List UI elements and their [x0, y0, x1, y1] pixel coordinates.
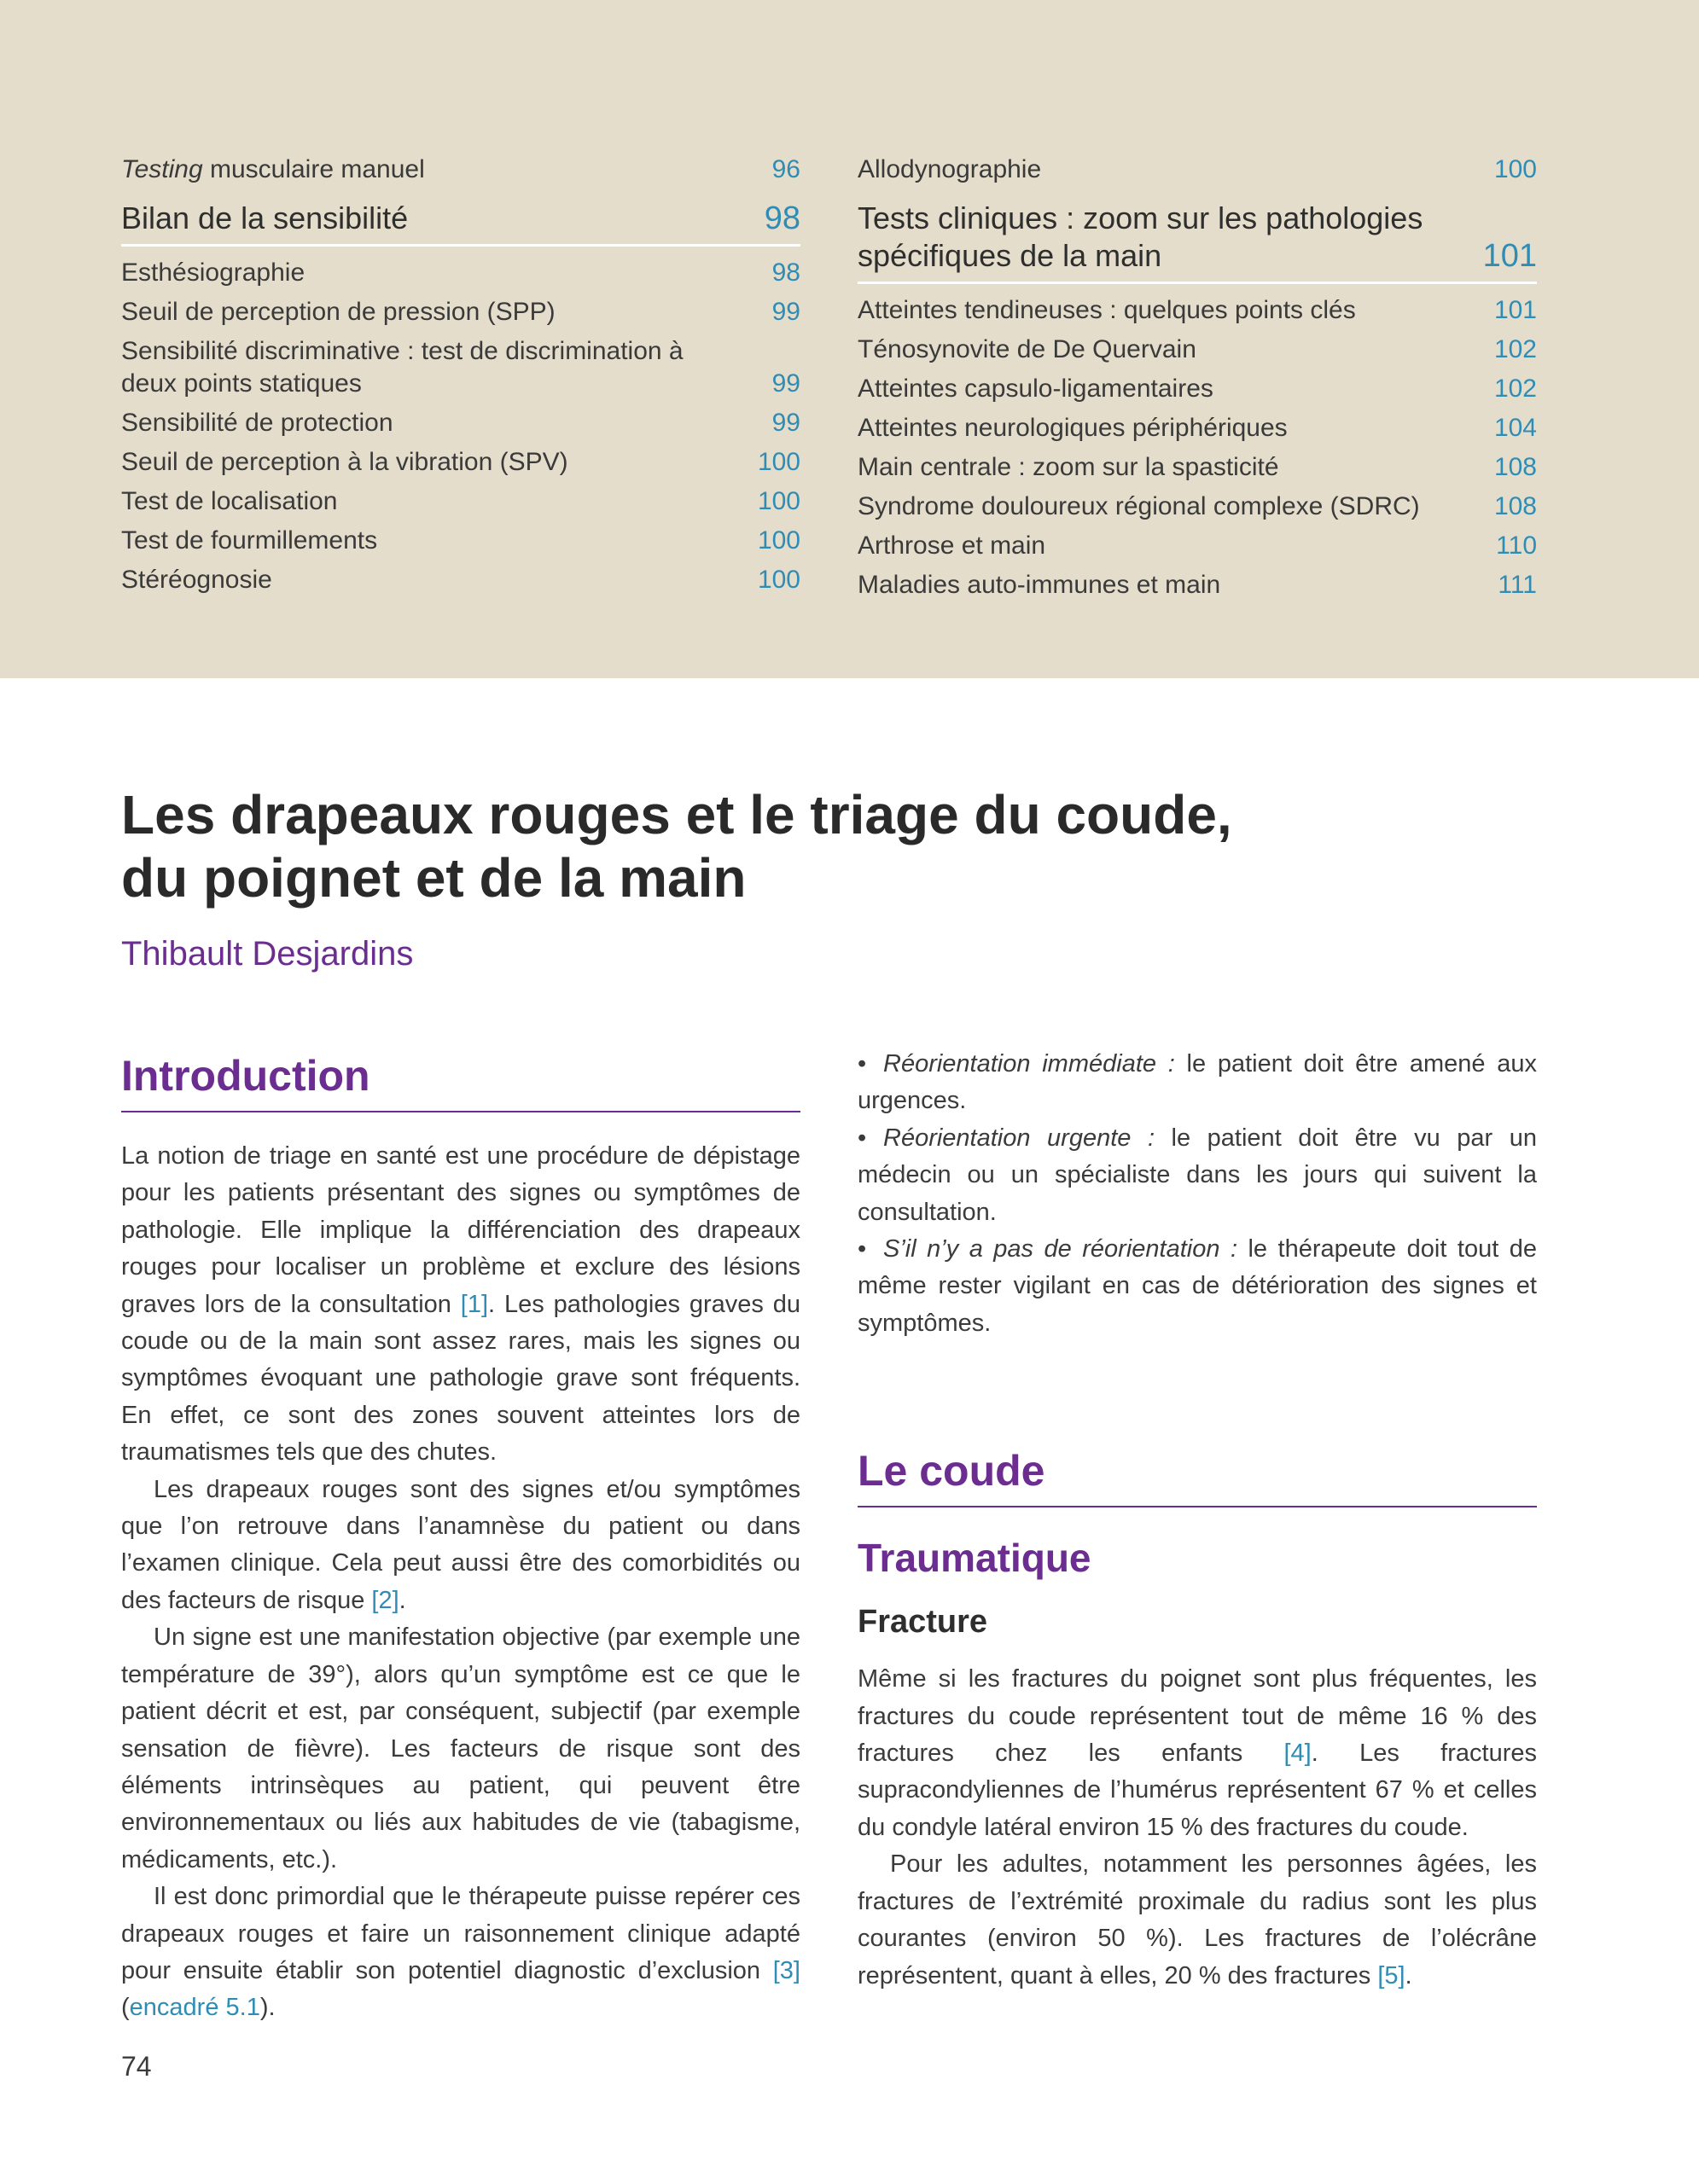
- toc-page: 110: [1496, 531, 1537, 560]
- toc-title: Atteintes neurologiques périphériques: [858, 414, 1288, 442]
- toc-row: [858, 530, 1537, 562]
- toc-row: [858, 334, 1537, 366]
- paragraph: Les drapeaux rouges sont des signes et/ou symptômes que l’on retrouve dans l’anamnèse du patient ou dans l’examen clinique. Cela peut aussi être des comorbidités ou des facteurs de risque [2].: [121, 1475, 800, 1614]
- toc-row: [121, 335, 800, 400]
- paragraph: Un signe est une manifestation objective (par exemple une température de 39°), alors qu’un symptôme est ce que le patient décrit et est, par conséquent, subjectif (par exemple sensation de fièvre). Les facteurs de risque sont des éléments intrinsèques au patient, qui peuvent être environnementaux ou liés aux habitudes de vie (tabagisme, médicaments, etc.).: [121, 1623, 800, 1873]
- toc-page: 104: [1493, 414, 1537, 442]
- toc-title-em: Testing: [121, 155, 203, 183]
- toc-row: [858, 373, 1537, 405]
- toc-row: [858, 451, 1537, 484]
- toc-page: 102: [1493, 375, 1537, 403]
- toc-title: Atteintes tendineuses : quelques points clés: [858, 296, 1356, 324]
- toc-title: Stéréognosie: [121, 566, 272, 594]
- toc-row: [858, 412, 1537, 444]
- toc-left-column: [121, 154, 800, 603]
- chapter-title: [121, 783, 1316, 909]
- toc-page: 98: [764, 200, 800, 236]
- toc-page: 101: [1482, 238, 1537, 274]
- toc-page: 100: [757, 526, 800, 555]
- paragraph: La notion de triage en santé est une procédure de dépistage pour les patients présentant des signes ou symptômes de pathologie. Elle implique la différenciation des drapeaux rouges pour localiser un problème et exclure des lésions graves lors de la consultation [1]. Les pathologies graves du coude ou de la main sont assez rares, mais les signes ou symptômes évoquant une pathologie grave sont fréquents. En effet, ce sont des zones souvent atteintes lors de traumatismes tels que des chutes.: [121, 1142, 801, 1467]
- toc-section-heading: [858, 200, 1537, 284]
- page-number: 74: [121, 2051, 152, 2082]
- citation-link[interactable]: [2]: [371, 1586, 399, 1614]
- toc-title: Ténosynovite de De Quervain: [858, 335, 1196, 363]
- toc-row: [121, 257, 800, 289]
- toc-title: Seuil de perception de pression (SPP): [121, 298, 556, 326]
- section-heading-le-coude: Le coude: [858, 1444, 1537, 1507]
- toc-page: 100: [757, 566, 800, 594]
- toc-title: Sensibilité de protection: [121, 409, 393, 437]
- paragraph: Même si les fractures du poignet sont plus fréquentes, les fractures du coude représentent tout de même 16 % des fractures chez les enfants [4]. Les fractures supracondyliennes de l’humérus représentent 67 % et celles du condyle latéral environ 15 % des fractures du coude.: [858, 1665, 1537, 1841]
- toc-section-heading: [121, 200, 800, 247]
- toc-title: musculaire manuel: [202, 155, 425, 183]
- toc-page: 101: [1493, 296, 1537, 324]
- citation-link[interactable]: [5]: [1377, 1961, 1405, 1989]
- bullet-item: • Réorientation immédiate : le patient doit être amené aux urgences.: [858, 1046, 1537, 1120]
- toc-title: Main centrale : zoom sur la spasticité: [858, 453, 1279, 481]
- toc-row: [121, 525, 800, 557]
- toc-row: [121, 407, 800, 439]
- bullet-item: • Réorientation urgente : le patient doit être vu par un médecin ou un spécialiste dans les jours qui suivent la consultation.: [858, 1120, 1537, 1231]
- toc-page: 99: [771, 409, 800, 437]
- toc-row: [858, 491, 1537, 523]
- toc-title: Seuil de perception à la vibration (SPV): [121, 448, 568, 476]
- toc-title: Test de fourmillements: [121, 526, 378, 555]
- toc-title: Allodynographie: [858, 155, 1042, 183]
- toc-page: 102: [1493, 335, 1537, 363]
- toc-title: Tests cliniques : zoom sur les pathologies spécifiques de la main: [858, 200, 1423, 273]
- right-column: [858, 1046, 1537, 1995]
- box-reference-link[interactable]: encadré 5.1: [129, 1994, 260, 2022]
- toc-title: Arthrose et main: [858, 531, 1046, 560]
- toc-page: 98: [771, 258, 800, 287]
- paragraph: Il est donc primordial que le thérapeute puisse repérer ces drapeaux rouges et faire un raisonnement clinique adapté pour ensuite établir son potentiel diagnostic d’exclusion [3] (encadré 5.1).: [121, 1883, 800, 2022]
- bullet-icon: •: [858, 1235, 867, 1263]
- chapter-title-line: Les drapeaux rouges et le triage du coude,: [121, 784, 1232, 845]
- toc-row: [121, 154, 800, 186]
- toc-page: 108: [1493, 492, 1537, 520]
- toc-row: [858, 154, 1537, 186]
- toc-page: 100: [757, 487, 800, 515]
- left-column: [121, 1049, 800, 2027]
- toc-row: [121, 485, 800, 518]
- chapter-title-line: du poignet et de la main: [121, 847, 747, 909]
- toc-right-column: [858, 154, 1537, 608]
- toc-row: [858, 569, 1537, 601]
- section-heading-introduction: Introduction: [121, 1049, 800, 1112]
- toc-row: [858, 294, 1537, 327]
- toc-page: 111: [1498, 571, 1537, 599]
- toc-row: [121, 446, 800, 479]
- toc-title: Test de localisation: [121, 487, 338, 515]
- bullet-item: • S’il n’y a pas de réorientation : le thérapeute doit tout de même rester vigilant en cas de détérioration des signes et symptômes.: [858, 1231, 1537, 1342]
- toc-title: Syndrome douloureux régional complexe (SDRC): [858, 492, 1420, 520]
- toc-page: 100: [757, 448, 800, 476]
- toc-title: Sensibilité discriminative : test de discrimination à deux points statiques: [121, 337, 684, 398]
- toc-page: 99: [771, 369, 800, 398]
- citation-link[interactable]: [4]: [1283, 1740, 1312, 1768]
- toc-row: [121, 564, 800, 596]
- paragraph: Pour les adultes, notamment les personnes âgées, les fractures de l’extrémité proximale du radius sont les plus courantes (environ 50 %). Les fractures de l’olécrâne représentent, quant à elles, 20 % des fractures [5].: [858, 1850, 1537, 1989]
- toc-title: Esthésiographie: [121, 258, 305, 287]
- toc-page: 99: [771, 298, 800, 326]
- bullet-icon: •: [858, 1124, 867, 1152]
- toc-page: 108: [1493, 453, 1537, 481]
- subsection-heading-traumatique: Traumatique: [858, 1536, 1091, 1581]
- toc-title: Atteintes capsulo-ligamentaires: [858, 375, 1213, 403]
- toc-row: [121, 296, 800, 328]
- bullet-icon: •: [858, 1050, 867, 1077]
- toc-page: 100: [1493, 155, 1537, 183]
- toc-title: Bilan de la sensibilité: [121, 200, 409, 235]
- chapter-author: Thibault Desjardins: [121, 935, 414, 973]
- table-of-contents: [0, 0, 1699, 678]
- subsubsection-heading-fracture: Fracture: [858, 1604, 988, 1641]
- citation-link[interactable]: [1]: [460, 1290, 489, 1318]
- toc-page: 96: [771, 155, 800, 183]
- citation-link[interactable]: [3]: [772, 1956, 800, 1984]
- toc-title: Maladies auto-immunes et main: [858, 571, 1221, 599]
